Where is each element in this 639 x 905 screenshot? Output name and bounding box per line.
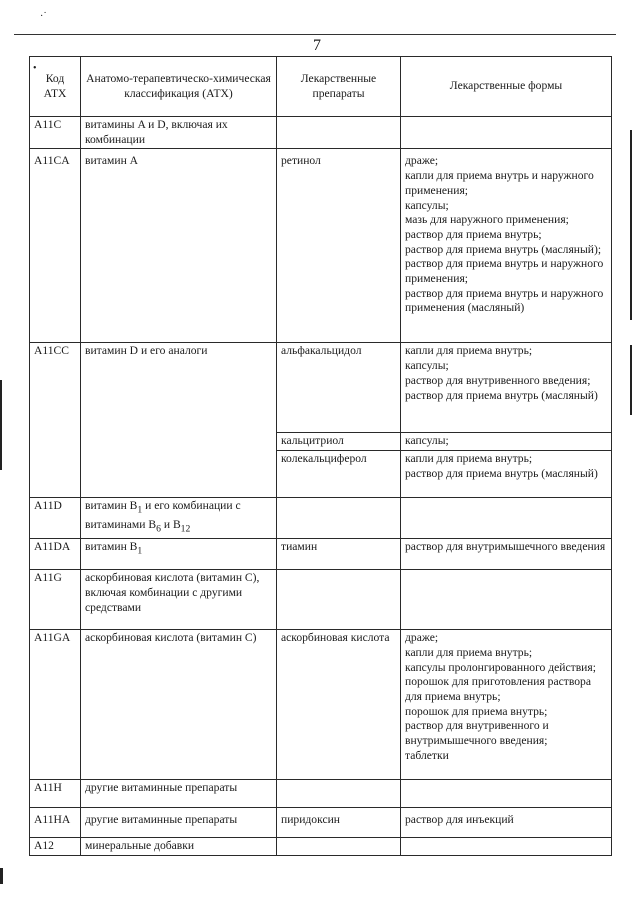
cell-classification: витамин A [81,149,277,343]
cell-classification: аскорбиновая кислота (витамин C), включая комбинации с другими средствами [81,570,277,630]
header-rule [14,34,616,35]
cell-code: A11CA [30,149,81,343]
subscript: 12 [180,523,191,535]
form-item: порошок для приема внутрь; [405,704,548,718]
table-row [30,838,612,856]
cell-classification: витамины A и D, включая их комбинации [81,117,277,149]
form-item: раствор для внутривенного и внутримышечного введения; [405,719,549,748]
cell-classification: витамин D и его аналоги [81,343,277,498]
form-item: драже; [405,154,439,168]
cell-forms [401,433,612,451]
cell-drugs [277,780,401,808]
form-item: раствор для инъекций [405,813,514,827]
cell-code: A11D [30,498,81,539]
table-row [30,808,612,838]
cell-drugs [277,838,401,856]
scan-edge-mark [0,380,2,470]
cell-drugs: колекальциферол [277,451,401,498]
cell-drugs [277,117,401,149]
form-item: раствор для приема внутрь и наружного применения; [405,257,604,286]
cell-code: A12 [30,838,81,856]
cell-forms [401,498,612,539]
header-code [30,57,81,117]
subscript: 1 [137,504,143,516]
form-item: драже; [405,631,439,645]
table-row [30,570,612,630]
cell-classification: другие витаминные препараты [81,780,277,808]
table-row [30,117,612,149]
cell-forms [401,570,612,630]
cell-classification [81,539,277,570]
cell-forms [401,149,612,343]
form-item: капсулы; [405,359,449,373]
form-item: капли для приема внутрь; [405,452,533,466]
header-classification: Анатомо-терапевтическо-химическая классификация (АТХ) [81,57,277,117]
form-item: раствор для приема внутрь (масляный); [405,242,602,256]
table-row [30,498,612,539]
cell-forms [401,343,612,433]
table-row [30,149,612,343]
scan-artifact-mark: ·˙ [40,11,47,22]
form-item: порошок для приготовления раствора для приема внутрь; [405,675,591,703]
form-item: капли для приема внутрь; [405,645,533,659]
class-text: и B [160,518,181,532]
scan-edge-mark [630,130,632,320]
cell-drugs: кальцитриол [277,433,401,451]
page-number: 7 [313,37,321,54]
cell-code: A11H [30,780,81,808]
subscript: 1 [137,545,143,557]
cell-forms [401,838,612,856]
cell-forms [401,808,612,838]
scan-edge-mark [630,345,632,415]
cell-drugs [277,498,401,539]
cell-forms [401,539,612,570]
cell-forms [401,451,612,498]
cell-code: A11GA [30,630,81,780]
table-header-row [30,57,612,117]
cell-classification: аскорбиновая кислота (витамин C) [81,630,277,780]
form-item: таблетки [405,748,449,762]
cell-drugs: аскорбиновая кислота [277,630,401,780]
cell-drugs [277,570,401,630]
cell-classification: другие витаминные препараты [81,808,277,838]
cell-drugs: ретинол [277,149,401,343]
bullet-dot: • [33,63,37,74]
cell-code: A11DA [30,539,81,570]
scan-edge-mark [0,868,3,884]
cell-code: A11HA [30,808,81,838]
cell-drugs: пиридоксин [277,808,401,838]
form-item: капли для приема внутрь; [405,344,533,358]
form-item: капли для приема внутрь и наружного применения; [405,169,594,197]
cell-code: A11G [30,570,81,630]
cell-drugs: альфакальцидол [277,343,401,433]
form-item: раствор для внутримышечного введения [405,540,606,554]
table-row [30,630,612,780]
class-text: витамин B [85,540,138,554]
class-text: и его комбинации с витаминами B [85,499,241,532]
form-item: мазь для наружного применения; [405,213,569,227]
form-item: раствор для приема внутрь (масляный) [405,466,598,480]
cell-classification: минеральные добавки [81,838,277,856]
form-item: капсулы пролонгированного действия; [405,660,596,674]
form-item: капсулы; [405,434,449,448]
form-item: капсулы; [405,198,449,212]
cell-code: A11C [30,117,81,149]
cell-code: A11CC [30,343,81,498]
header-drugs: Лекарственные препараты [277,57,401,117]
header-code-label: Код АТХ [43,71,67,100]
header-forms: Лекарственные формы [401,57,612,117]
cell-forms [401,630,612,780]
cell-drugs: тиамин [277,539,401,570]
cell-forms [401,780,612,808]
class-text: витамин B [85,499,138,513]
form-item: раствор для приема внутрь (масляный) [405,388,598,402]
table-row [30,780,612,808]
form-item: раствор для приема внутрь и наружного применения (масляный) [405,286,604,315]
table-row [30,539,612,570]
subscript: 6 [156,523,161,535]
cell-classification [81,498,277,539]
cell-forms [401,117,612,149]
form-item: раствор для приема внутрь; [405,227,542,241]
table-row [30,343,612,433]
atx-table [29,56,612,856]
form-item: раствор для внутривенного введения; [405,373,591,387]
